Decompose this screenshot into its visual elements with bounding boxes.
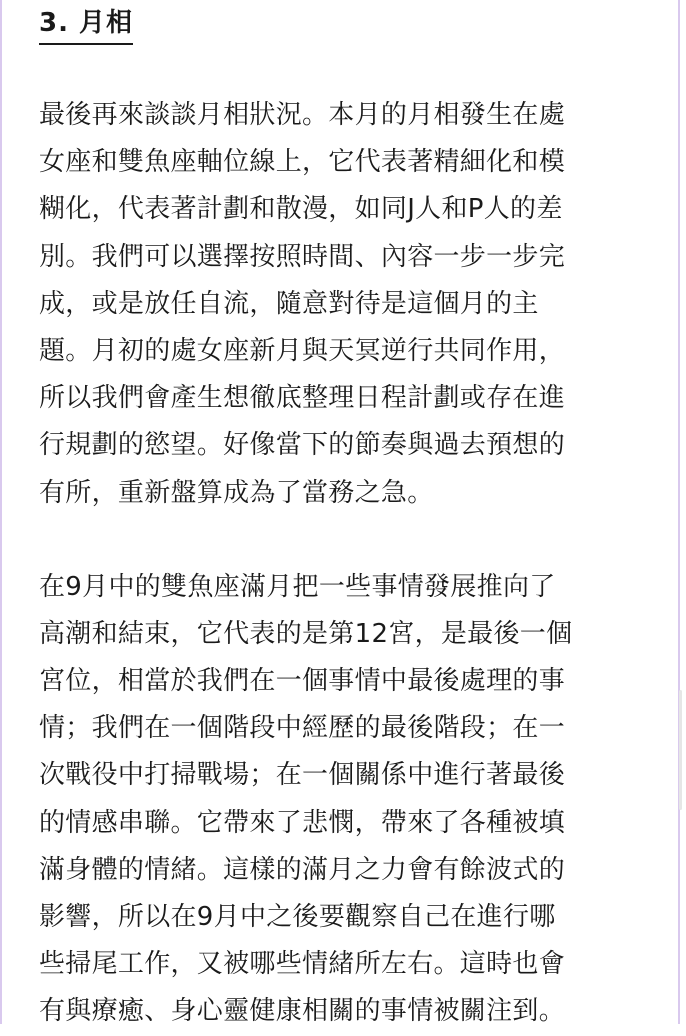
text-line: 高潮和結束，它代表的是第12宮，是最後一個 [39, 618, 573, 649]
text-line: 別。我們可以選擇按照時間、內容一步一步完 [39, 241, 566, 272]
text-line: 行規劃的慾望。好像當下的節奏與過去預想的 [39, 430, 566, 461]
text-line: 有與療癒、身心靈健康相關的事情被關注到。 [39, 996, 566, 1027]
text-line: 有所，重新盤算成為了當務之急。 [39, 477, 434, 508]
scrollbar-thumb[interactable] [679, 690, 682, 810]
text-line: 滿身體的情緒。這樣的滿月之力會有餘波式的 [39, 854, 566, 885]
text-line: 的情感串聯。它帶來了悲憫，帶來了各種被填 [39, 807, 566, 838]
paragraph-moon-phase-intro [39, 92, 649, 517]
text-line: 影響，所以在9月中之後要觀察自己在進行哪 [39, 902, 556, 932]
text-line: 在9月中的雙魚座滿月把一些事情發展推向了 [39, 571, 556, 602]
text-line: 些掃尾工作，又被哪些情緒所左右。這時也會 [39, 949, 566, 980]
text-line: 情；我們在一個階段中經歷的最後階段；在一 [39, 713, 566, 744]
text-line: 成，或是放任自流，隨意對待是這個月的主 [39, 288, 539, 319]
text-line: 題。月初的處女座新月與天冥逆行共同作用， [39, 335, 566, 366]
right-border [678, 0, 680, 1024]
text-line: 所以我們會產生想徹底整理日程計劃或存在進 [39, 383, 566, 414]
section-heading: 3. 月相 [39, 3, 133, 45]
text-line: 糊化，代表著計劃和散漫，如同J人和P人的差 [39, 194, 563, 225]
text-line: 次戰役中打掃戰場；在一個關係中進行著最後 [39, 760, 566, 791]
text-line: 女座和雙魚座軸位線上，它代表著精細化和模 [39, 147, 566, 178]
text-line: 宮位，相當於我們在一個事情中最後處理的事 [39, 666, 566, 697]
left-border [0, 0, 2, 1024]
article-body [39, 0, 649, 1036]
paragraph-full-moon [39, 564, 649, 1036]
text-line: 最後再來談談月相狀況。本月的月相發生在處 [39, 100, 566, 130]
